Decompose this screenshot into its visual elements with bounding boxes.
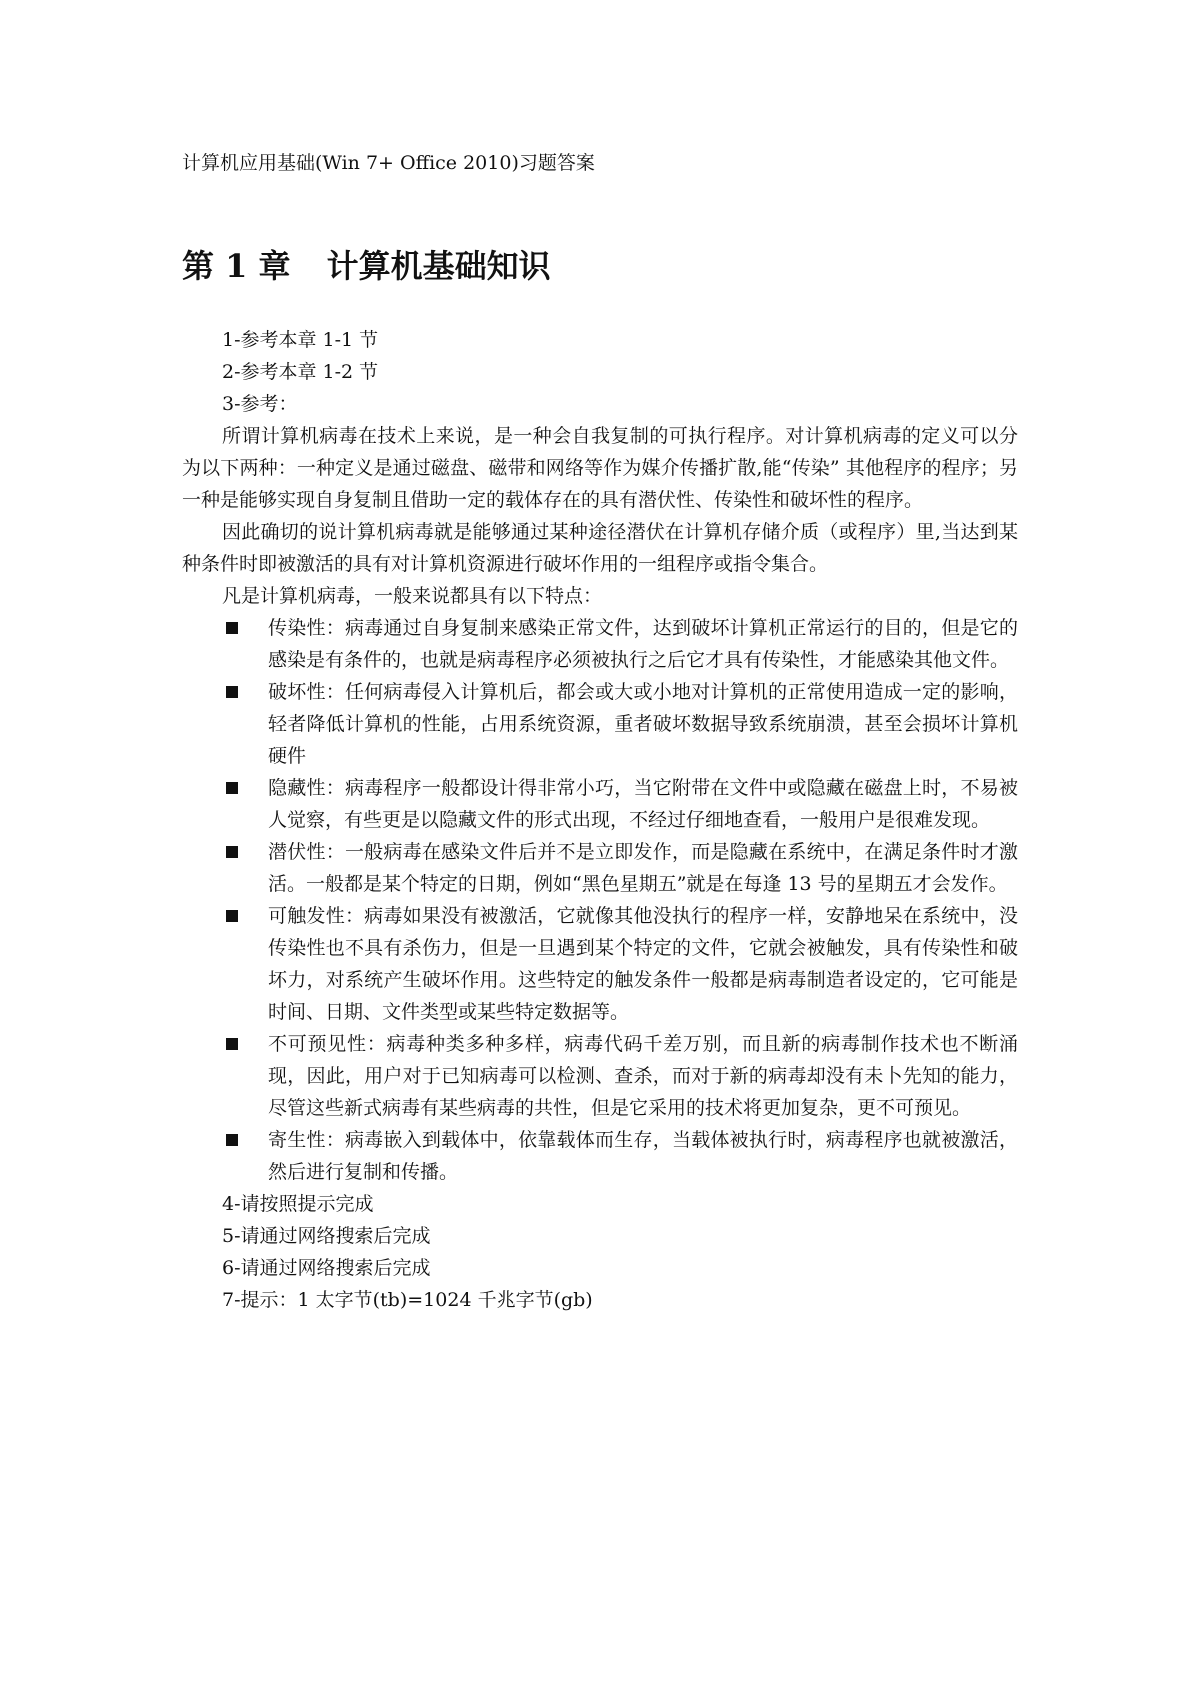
- list-item: [182, 1028, 1018, 1124]
- paragraph-features-intro: 凡是计算机病毒，一般来说都具有以下特点：: [222, 585, 603, 607]
- list-item: [182, 1124, 1018, 1188]
- list-item-text: 潜伏性：一般病毒在感染文件后并不是立即发作，而是隐藏在系统中，在满足条件时才激活。一般都是某个特定的日期，例如“黑色星期五”就是在每逢 13 号的星期五才会发作。: [268, 841, 1018, 895]
- list-item-text: 隐藏性：病毒程序一般都设计得非常小巧，当它附带在文件中或隐藏在磁盘上时，不易被人觉察，有些更是以隐藏文件的形式出现，不经过仔细地查看，一般用户是很难发现。: [268, 777, 1018, 831]
- bullet-square-icon: [226, 910, 238, 922]
- list-item-text: 寄生性：病毒嵌入到载体中，依靠载体而生存，当载体被执行时，病毒程序也就被激活，然后进行复制和传播。: [268, 1129, 1018, 1183]
- list-item: [182, 676, 1018, 772]
- answer-body: [182, 324, 1018, 1316]
- list-item: [182, 772, 1018, 836]
- chapter-number: 第 1 章: [182, 247, 291, 285]
- paragraph-virus-summary: 因此确切的说计算机病毒就是能够通过某种途径潜伏在计算机存储介质（或程序）里,当达到某种条件时即被激活的具有对计算机资源进行破坏作用的一组程序或指令集合。: [182, 521, 1018, 575]
- bullet-square-icon: [226, 622, 238, 634]
- bullet-square-icon: [226, 846, 238, 858]
- answer-1: 1-参考本章 1-1 节: [222, 329, 379, 351]
- answer-5: 5-请通过网络搜索后完成: [222, 1225, 431, 1247]
- document-title: 计算机应用基础(Win 7+ Office 2010)习题答案: [182, 152, 595, 174]
- list-item-text: 不可预见性：病毒种类多种多样，病毒代码千差万别，而且新的病毒制作技术也不断涌现，因此，用户对于已知病毒可以检测、查杀，而对于新的病毒却没有未卜先知的能力，尽管这些新式病毒有某些病毒的共性，但是它采用的技术将更加复杂，更不可预见。: [268, 1033, 1018, 1119]
- list-item: [182, 900, 1018, 1028]
- answer-2: 2-参考本章 1-2 节: [222, 361, 379, 383]
- bullet-square-icon: [226, 782, 238, 794]
- chapter-title: 计算机基础知识: [326, 247, 551, 285]
- list-item: [182, 836, 1018, 900]
- answer-3: 3-参考：: [222, 393, 298, 415]
- paragraph-virus-definition: 所谓计算机病毒在技术上来说，是一种会自我复制的可执行程序。对计算机病毒的定义可以分为以下两种：一种定义是通过磁盘、磁带和网络等作为媒介传播扩散,能“传染” 其他程序的程序；另一种是能够实现自身复制且借助一定的载体存在的具有潜伏性、传染性和破坏性的程序。: [182, 425, 1018, 511]
- list-item-text: 传染性：病毒通过自身复制来感染正常文件，达到破坏计算机正常运行的目的，但是它的感染是有条件的，也就是病毒程序必须被执行之后它才具有传染性，才能感染其他文件。: [268, 617, 1018, 671]
- bullet-square-icon: [226, 686, 238, 698]
- answer-6: 6-请通过网络搜索后完成: [222, 1257, 431, 1279]
- answer-4: 4-请按照提示完成: [222, 1193, 374, 1215]
- bullet-square-icon: [226, 1038, 238, 1050]
- list-item: [182, 612, 1018, 676]
- list-item-text: 破坏性：任何病毒侵入计算机后，都会或大或小地对计算机的正常使用造成一定的影响，轻者降低计算机的性能，占用系统资源，重者破坏数据导致系统崩溃，甚至会损坏计算机硬件: [268, 681, 1018, 767]
- chapter-heading: [182, 246, 551, 286]
- answer-7: 7-提示：1 太字节(tb)=1024 千兆字节(gb): [222, 1289, 593, 1311]
- bullet-square-icon: [226, 1134, 238, 1146]
- list-item-text: 可触发性：病毒如果没有被激活，它就像其他没执行的程序一样，安静地呆在系统中，没传染性也不具有杀伤力，但是一旦遇到某个特定的文件，它就会被触发，具有传染性和破坏力，对系统产生破坏作用。这些特定的触发条件一般都是病毒制造者设定的，它可能是时间、日期、文件类型或某些特定数据等。: [268, 905, 1018, 1023]
- feature-list: [182, 612, 1018, 1188]
